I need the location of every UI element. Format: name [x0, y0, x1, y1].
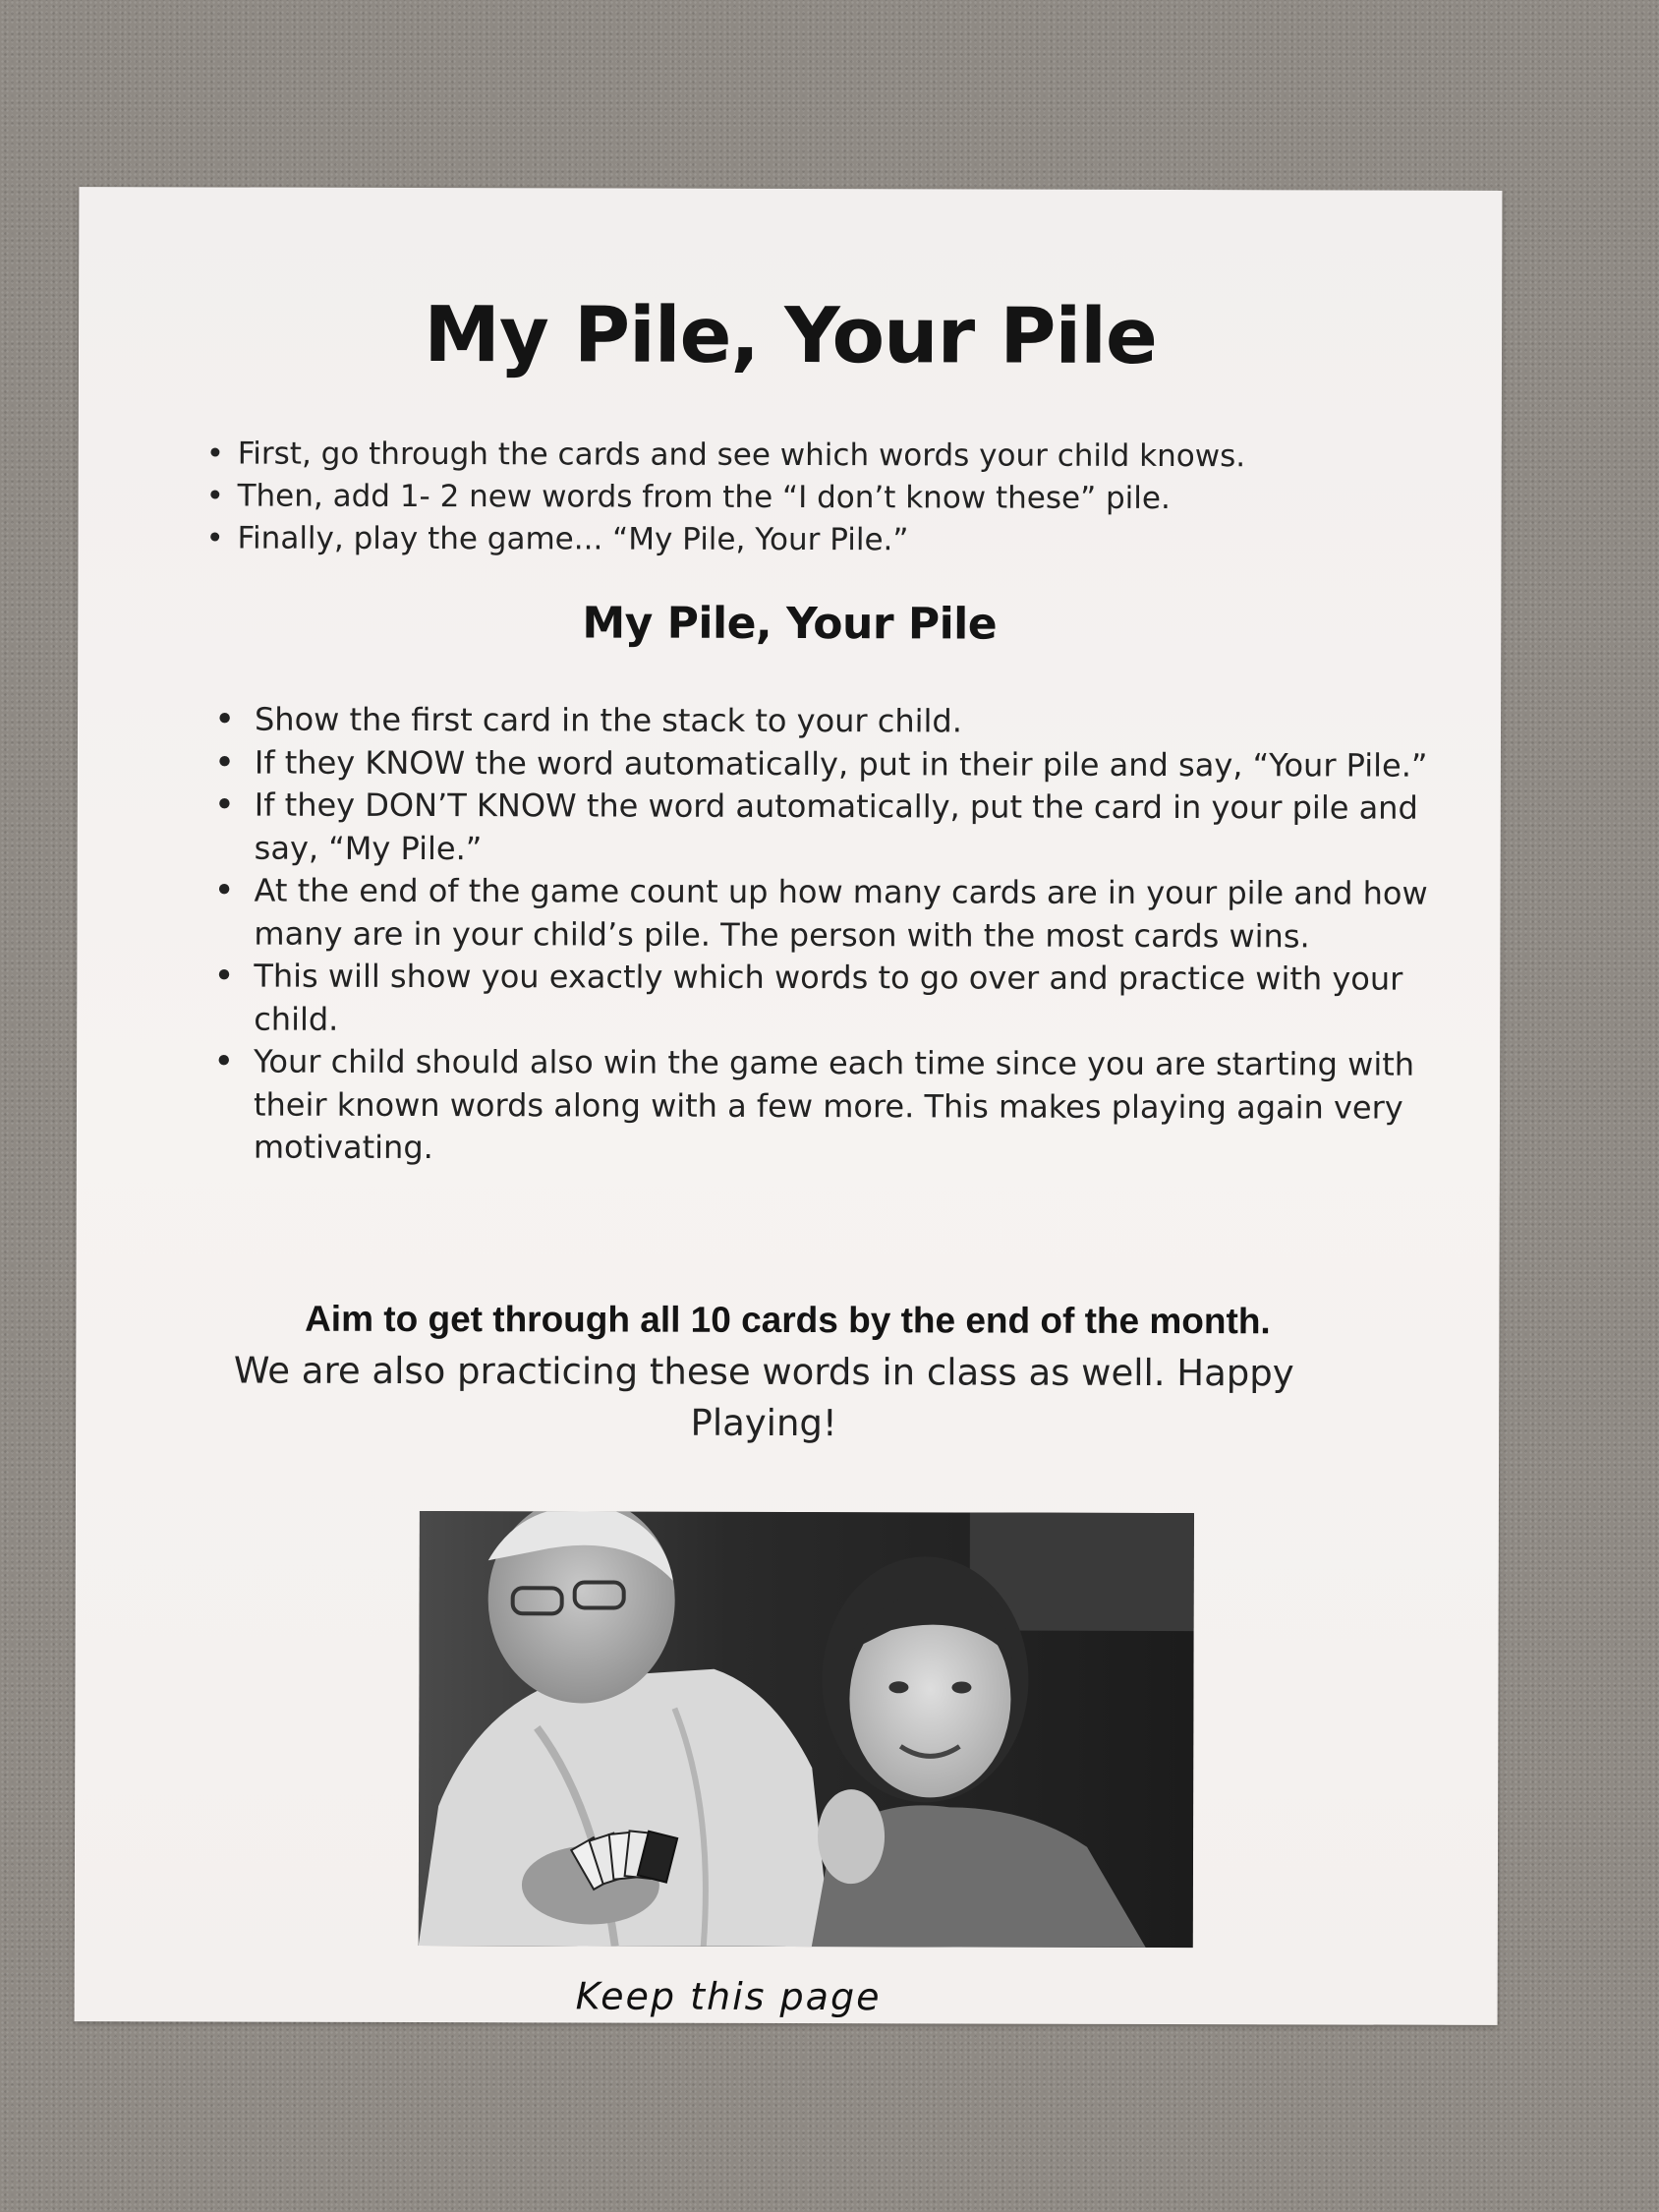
intro-item: • Finally, play the game... “My Pile, Your Pile.” [205, 517, 1404, 562]
section-subtitle: My Pile, Your Pile [582, 598, 998, 650]
handwritten-note [576, 1967, 930, 2032]
instruction-item: • At the end of the game count up how many cards are in your pile and how many are in your child’s pile. The person with the most cards wins. [209, 869, 1487, 958]
instruction-item: • Your child should also win the game each time since you are starting with their known words along with a few more. This makes playing again very motivating. [209, 1040, 1487, 1172]
instruction-item: • If they DON’T KNOW the word automatically, put the card in your pile and say, “My Pile.” [210, 784, 1488, 872]
instructions-list [209, 698, 1488, 1172]
intro-item: • First, go through the cards and see which words your child knows. [206, 433, 1405, 478]
page-title: My Pile, Your Pile [424, 291, 1157, 381]
intro-item: • Then, add 1- 2 new words from the “I don’t know these” pile. [206, 475, 1405, 520]
intro-list [205, 433, 1404, 562]
handout-page [75, 187, 1503, 2025]
grandfather-and-girl-photo [419, 1511, 1194, 1948]
closing-note: We are also practicing these words in class as well. Happy Playing! [233, 1349, 1294, 1445]
instruction-item: • Show the first card in the stack to your child. [210, 698, 1488, 744]
instruction-item: • This will show you exactly which words to go over and practice with your child. [209, 955, 1487, 1043]
goal-statement: Aim to get through all 10 cards by the end of the month. [305, 1298, 1271, 1342]
svg-text:Keep this page: Keep this page [575, 1974, 882, 2019]
instruction-item: • If they KNOW the word automatically, put in their pile and say, “Your Pile.” [210, 741, 1488, 787]
